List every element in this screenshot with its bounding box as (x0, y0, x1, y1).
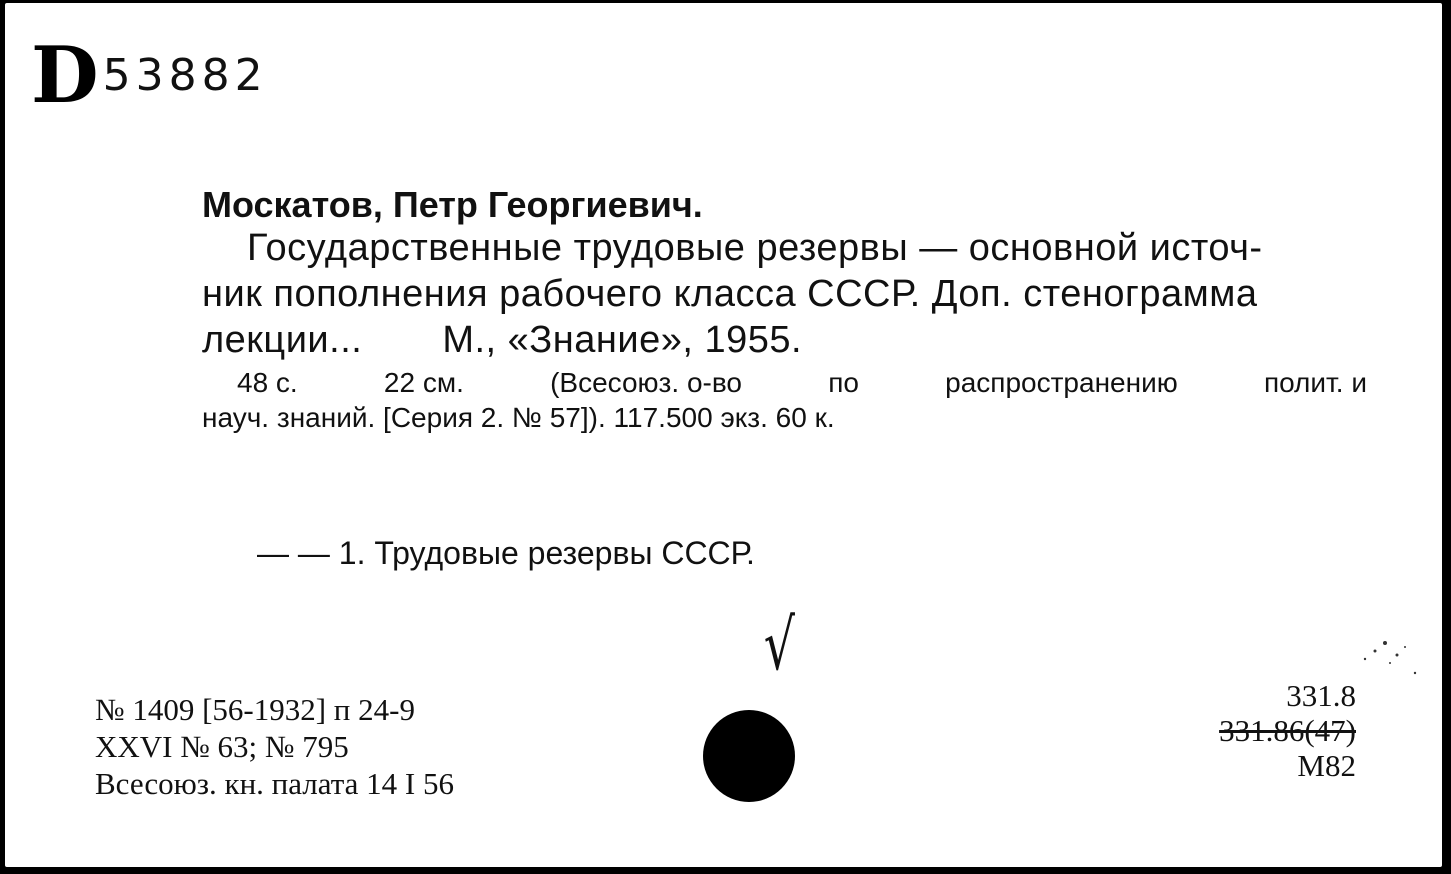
registry-block (95, 691, 454, 802)
series-line: науч. знаний. [Серия 2. № 57]). 117.500 экз. 60 к. (202, 402, 835, 433)
black-dot-mark (703, 710, 795, 802)
call-number (31, 30, 268, 123)
class-mark: М82 (1297, 748, 1356, 783)
title-line-3 (202, 317, 802, 363)
series-part-2: по (828, 367, 859, 398)
title-line-2: ник пополнения рабочего класса СССР. Доп. стенограмма (202, 273, 1258, 315)
title-line-1: Государственные трудовые резервы — основной источ- (247, 227, 1263, 269)
collation-pages: 48 с. (237, 367, 298, 398)
series-part-1: (Всесоюз. о-во (550, 367, 742, 398)
call-number-digits: 53882 (102, 50, 268, 101)
class-number: 331.8 (1286, 678, 1356, 713)
checkmark-icon: √ (763, 604, 795, 686)
registry-line-3: Всесоюз. кн. палата 14 I 56 (95, 766, 454, 801)
subject-heading: — — 1. Трудовые резервы СССР. (257, 535, 755, 571)
title-line-3-start: лекции... (202, 319, 363, 361)
call-number-letter: D (31, 30, 99, 121)
catalog-card (5, 3, 1442, 867)
publisher-imprint: М., «Знание», 1955. (442, 319, 803, 361)
series-part-3: распространению (945, 367, 1178, 398)
collation-line (237, 366, 1367, 400)
ink-smudge-icon (1345, 633, 1430, 693)
class-number-struck: 331.86(47) (1219, 713, 1356, 748)
registry-line-1: № 1409 [56-1932] п 24-9 (95, 692, 415, 727)
classification-block (1219, 678, 1356, 783)
collation-size: 22 см. (383, 367, 464, 398)
series-part-4: полит. и (1263, 367, 1367, 398)
author-heading: Москатов, Петр Георгиевич. (202, 184, 703, 225)
registry-line-2: XXVI № 63; № 795 (95, 729, 349, 764)
